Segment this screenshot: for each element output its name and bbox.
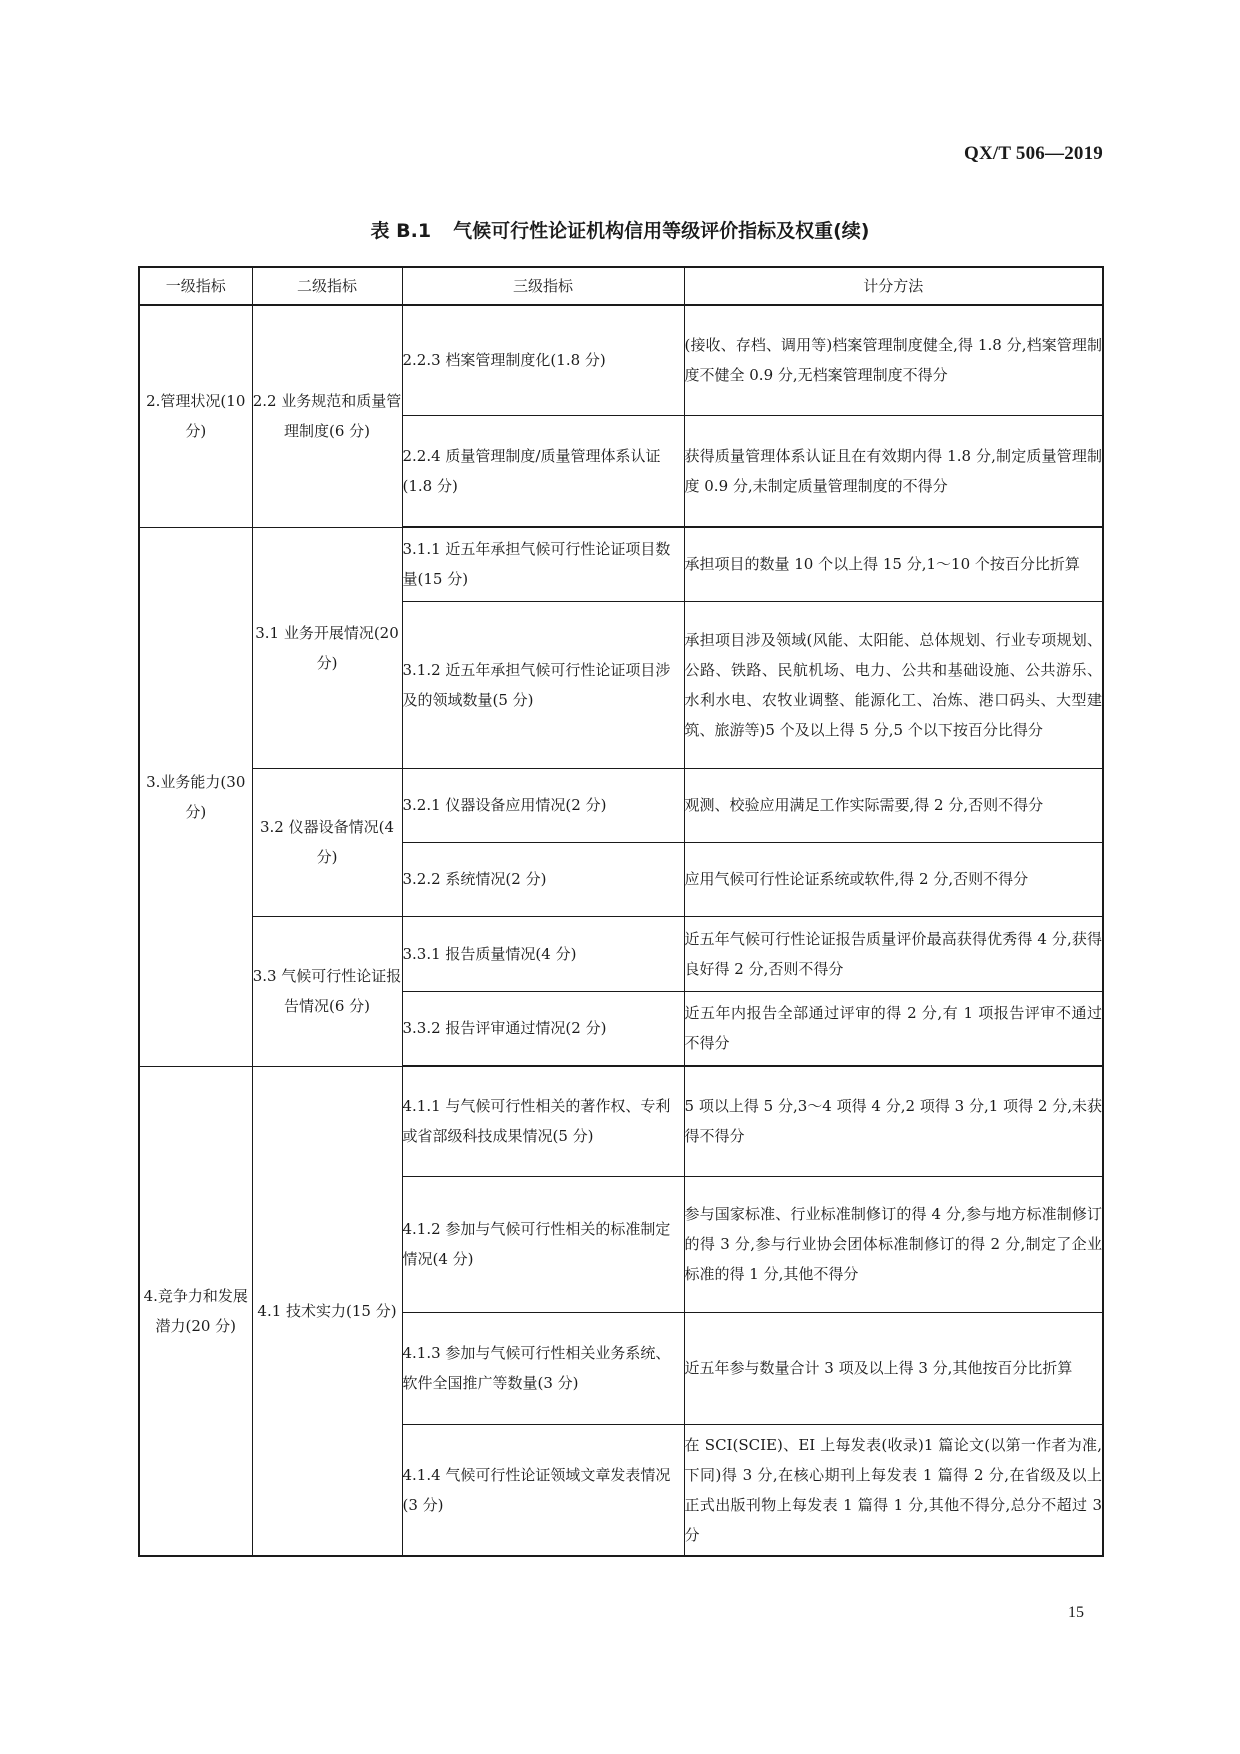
- column-header: 二级指标: [252, 267, 402, 305]
- method-cell: 近五年气候可行性论证报告质量评价最高获得优秀得 4 分,获得良好得 2 分,否则不得分: [684, 916, 1103, 991]
- column-header: 三级指标: [402, 267, 684, 305]
- level1-cell: 4.竞争力和发展潜力(20 分): [139, 1066, 252, 1556]
- table-row: [139, 1066, 1103, 1176]
- level3-cell: 2.2.4 质量管理制度/质量管理体系认证(1.8 分): [402, 415, 684, 527]
- level3-cell: 3.2.2 系统情况(2 分): [402, 842, 684, 916]
- method-cell: 参与国家标准、行业标准制修订的得 4 分,参与地方标准制修订的得 3 分,参与行业协会团体标准制修订的得 2 分,制定了企业标准的得 1 分,其他不得分: [684, 1176, 1103, 1312]
- method-cell: 承担项目涉及领域(风能、太阳能、总体规划、行业专项规划、公路、铁路、民航机场、电力、公共和基础设施、公共游乐、水利水电、农牧业调整、能源化工、冶炼、港口码头、大型建筑、旅游等)5 个及以上得 5 分,5 个以下按百分比得分: [684, 601, 1103, 768]
- table-label: 表 B.1: [370, 220, 432, 242]
- level3-cell: 3.1.1 近五年承担气候可行性论证项目数量(15 分): [402, 527, 684, 601]
- table-row: [139, 305, 1103, 415]
- method-cell: 观测、校验应用满足工作实际需要,得 2 分,否则不得分: [684, 768, 1103, 842]
- level2-cell: 4.1 技术实力(15 分): [252, 1066, 402, 1556]
- level3-cell: 2.2.3 档案管理制度化(1.8 分): [402, 305, 684, 415]
- standard-code: QX/T 506—2019: [964, 143, 1103, 164]
- column-header: 一级指标: [139, 267, 252, 305]
- level1-cell: 2.管理状况(10 分): [139, 305, 252, 527]
- level3-cell: 3.2.1 仪器设备应用情况(2 分): [402, 768, 684, 842]
- column-header: 计分方法: [684, 267, 1103, 305]
- table-row: [139, 768, 1103, 842]
- table-header-row: [139, 267, 1103, 305]
- level3-cell: 4.1.1 与气候可行性相关的著作权、专利或省部级科技成果情况(5 分): [402, 1066, 684, 1176]
- table-row: [139, 527, 1103, 601]
- level2-cell: 3.3 气候可行性论证报告情况(6 分): [252, 916, 402, 1066]
- level1-cell: 3.业务能力(30 分): [139, 527, 252, 1066]
- method-cell: 近五年内报告全部通过评审的得 2 分,有 1 项报告评审不通过不得分: [684, 991, 1103, 1066]
- level2-cell: 2.2 业务规范和质量管理制度(6 分): [252, 305, 402, 527]
- level3-cell: 4.1.2 参加与气候可行性相关的标准制定情况(4 分): [402, 1176, 684, 1312]
- level3-cell: 3.1.2 近五年承担气候可行性论证项目涉及的领域数量(5 分): [402, 601, 684, 768]
- table-title: [0, 216, 1240, 243]
- table-row: [139, 916, 1103, 991]
- method-cell: 在 SCI(SCIE)、EI 上每发表(收录)1 篇论文(以第一作者为准,下同)得 3 分,在核心期刊上每发表 1 篇得 2 分,在省级及以上正式出版刊物上每发表 1 篇得 1 分,其他不得分,总分不超过 3 分: [684, 1424, 1103, 1556]
- method-cell: 近五年参与数量合计 3 项及以上得 3 分,其他按百分比折算: [684, 1312, 1103, 1424]
- level3-cell: 4.1.4 气候可行性论证领域文章发表情况(3 分): [402, 1424, 684, 1556]
- level3-cell: 4.1.3 参加与气候可行性相关业务系统、软件全国推广等数量(3 分): [402, 1312, 684, 1424]
- level2-cell: 3.1 业务开展情况(20 分): [252, 527, 402, 768]
- method-cell: 获得质量管理体系认证且在有效期内得 1.8 分,制定质量管理制度 0.9 分,未制定质量管理制度的不得分: [684, 415, 1103, 527]
- level3-cell: 3.3.1 报告质量情况(4 分): [402, 916, 684, 991]
- level2-cell: 3.2 仪器设备情况(4 分): [252, 768, 402, 916]
- method-cell: 5 项以上得 5 分,3～4 项得 4 分,2 项得 3 分,1 项得 2 分,未获得不得分: [684, 1066, 1103, 1176]
- indicator-table: [138, 266, 1104, 1557]
- level3-cell: 3.3.2 报告评审通过情况(2 分): [402, 991, 684, 1066]
- method-cell: 应用气候可行性论证系统或软件,得 2 分,否则不得分: [684, 842, 1103, 916]
- table-caption: 气候可行性论证机构信用等级评价指标及权重(续): [453, 220, 870, 242]
- method-cell: (接收、存档、调用等)档案管理制度健全,得 1.8 分,档案管理制度不健全 0.9 分,无档案管理制度不得分: [684, 305, 1103, 415]
- method-cell: 承担项目的数量 10 个以上得 15 分,1～10 个按百分比折算: [684, 527, 1103, 601]
- page-number: 15: [1068, 1604, 1084, 1621]
